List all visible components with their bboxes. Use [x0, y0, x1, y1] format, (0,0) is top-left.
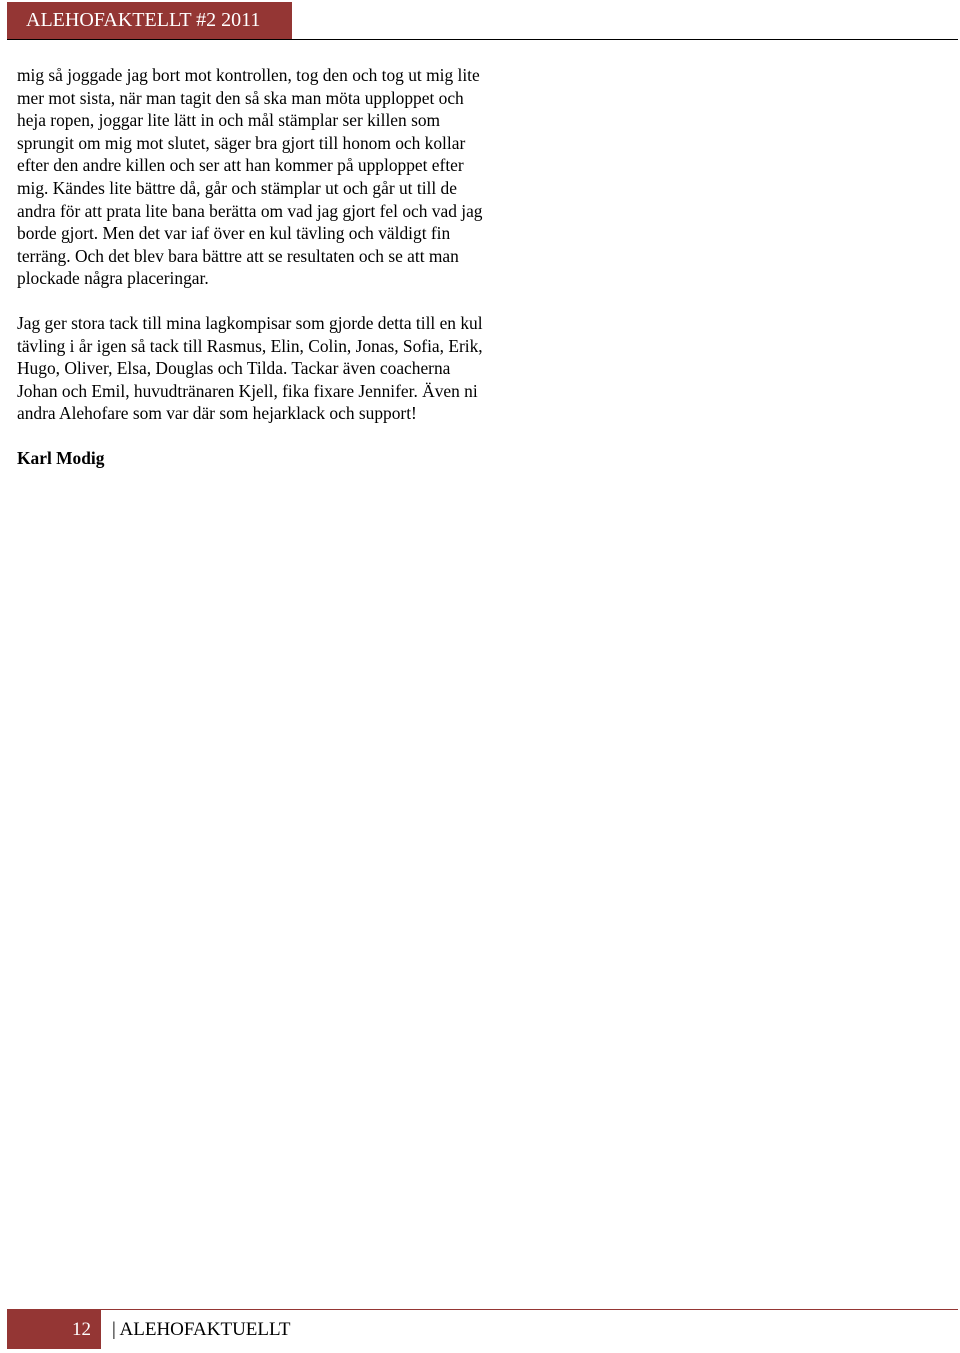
article-paragraph-1: mig så joggade jag bort mot kontrollen, tog den och tog ut mig lite mer mot sista, när man tagit den så ska man möta upploppet och heja ropen, joggar lite lätt in och mål stämplar ser killen som sprungit om mig mot slutet, säger bra gjort till honom och kollar efter den andre killen och ser att han kommer på upploppet efter mig. Kändes lite bättre då, går och stämplar ut och går ut till de andra för att prata lite bana berätta om vad jag gjort fel och vad jag borde gjort. Men det var iaf över en kul tävling och väldigt fin terräng. Och det blev bara bättre att se resultaten och se att man plockade några placeringar.: [17, 65, 483, 289]
header-divider: [7, 39, 958, 40]
article-body: [17, 64, 487, 492]
footer-page-number-box: [7, 1310, 101, 1349]
header-title-box: [7, 2, 292, 39]
header-title: ALEHOFAKTELLT #2 2011: [26, 9, 261, 31]
footer-publication-name: | ALEHOFAKTUELLT: [112, 1319, 291, 1340]
article-author: Karl Modig: [17, 447, 105, 468]
page-number: 12: [72, 1319, 91, 1340]
article-paragraph-2: Jag ger stora tack till mina lagkompisar som gjorde detta till en kul tävling i år igen så tack till Rasmus, Elin, Colin, Jonas, Sofia, Erik, Hugo, Oliver, Elsa, Douglas och Tilda. Tackar även coacherna Johan och Emil, huvudtränaren Kjell, fika fixare Jennifer. Även ni andra Alehofare som var där som hejarklack och support!: [17, 312, 483, 424]
